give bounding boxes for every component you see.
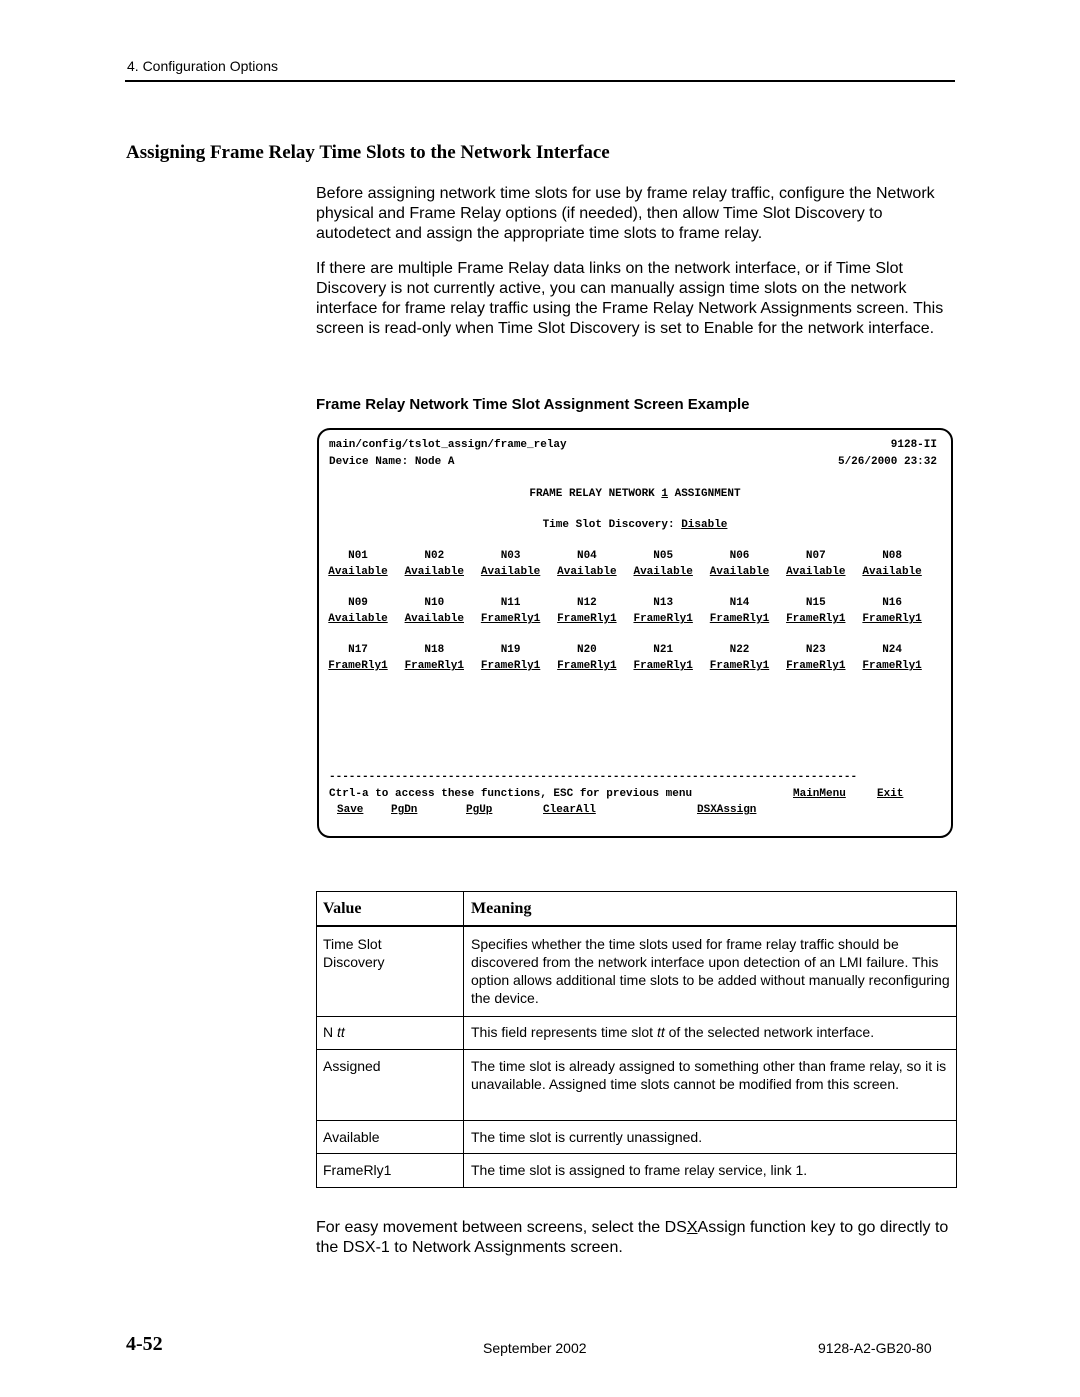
time-slot-value[interactable]: Available: [862, 566, 922, 578]
time-slot-label: N07: [805, 550, 826, 562]
time-slot-value[interactable]: FrameRly1: [480, 660, 541, 672]
clearall-key[interactable]: ClearAll: [543, 804, 596, 816]
table-header-value: Value: [323, 900, 362, 917]
time-slot-value[interactable]: Available: [404, 566, 464, 578]
time-slot-label: N17: [348, 644, 368, 656]
time-slot-label: N05: [653, 550, 674, 562]
table-row-value: Time Slot Discovery: [323, 936, 385, 970]
time-slot-label: N03: [500, 550, 521, 562]
time-slot-label: N15: [805, 597, 826, 609]
paragraph-intro: Before assigning network time slots for use by frame relay traffic, configure the Network physical and Frame Relay options (if needed), then allow Time Slot Discovery to autodetect and assign the appropriate time slots to frame relay.: [316, 185, 935, 242]
time-slot-value[interactable]: Available: [328, 566, 388, 578]
time-slot-label: N13: [653, 597, 674, 609]
time-slot-label: N18: [424, 644, 445, 656]
table-row-rule: [317, 1120, 956, 1121]
time-slot-label: N06: [729, 550, 750, 562]
table-row-rule: [317, 1049, 956, 1050]
time-slot-value[interactable]: Available: [480, 566, 541, 578]
time-slot-label: N21: [653, 644, 674, 656]
table-row-value: Assigned: [323, 1058, 381, 1074]
time-slot-label: N24: [882, 644, 902, 656]
time-slot-label: N11: [500, 597, 521, 609]
time-slot-label: N22: [729, 644, 750, 656]
time-slot-label: N04: [576, 550, 597, 562]
table-column-divider: [463, 892, 464, 1187]
discovery-line: [319, 519, 951, 531]
time-slot-label: N19: [500, 644, 521, 656]
table-row-meaning: The time slot is already assigned to something other than frame relay, so it is unavailable. Assigned time slots cannot be modified from this screen.: [471, 1058, 947, 1092]
table-row-meaning: The time slot is assigned to frame relay service, link 1.: [471, 1162, 808, 1178]
time-slot-label: N16: [882, 597, 902, 609]
table-row-meaning: The time slot is currently unassigned.: [471, 1129, 703, 1145]
time-slot-label: N20: [576, 644, 597, 656]
time-slot-value[interactable]: FrameRly1: [709, 613, 770, 625]
running-header: 4. Configuration Options: [127, 58, 278, 74]
screen-heading-text: FRAME RELAY NETWORK 1 ASSIGNMENT: [529, 488, 741, 500]
header-rule: [125, 80, 955, 82]
table-row-meaning: [471, 1023, 951, 1041]
time-slot-value[interactable]: Available: [328, 613, 388, 625]
table-row-value: Available: [323, 1129, 380, 1145]
paragraph-dsxassign-text: For easy movement between screens, select the DSXAssign function key to go directly to the DSX-1 to Network Assignments screen.: [316, 1219, 949, 1256]
pgup-key[interactable]: PgUp: [466, 804, 493, 816]
terminal-screen: [317, 428, 953, 838]
time-slot-value[interactable]: FrameRly1: [786, 613, 846, 625]
screen-heading: [319, 488, 951, 500]
time-slot-value[interactable]: FrameRly1: [633, 660, 693, 672]
discovery-value[interactable]: Disable: [681, 519, 728, 531]
table-row-value: FrameRly1: [323, 1162, 392, 1178]
time-slot-value[interactable]: FrameRly1: [557, 660, 617, 672]
screen-help-text: Ctrl-a to access these functions, ESC for previous menu: [329, 788, 693, 800]
time-slot-label: N09: [348, 597, 368, 609]
time-slot-value[interactable]: FrameRly1: [709, 660, 770, 672]
screen-device-name: Device Name: Node A: [329, 456, 455, 468]
time-slot-value[interactable]: FrameRly1: [786, 660, 846, 672]
footer-date: September 2002: [483, 1340, 587, 1356]
save-key[interactable]: Save: [337, 804, 364, 816]
time-slot-label: N12: [576, 597, 597, 609]
time-slot-value[interactable]: FrameRly1: [862, 613, 922, 625]
page-number: 4-52: [126, 1333, 163, 1355]
time-slot-label: N08: [882, 550, 902, 562]
time-slot-value[interactable]: FrameRly1: [557, 613, 617, 625]
discovery-label: Time Slot Discovery:: [542, 519, 675, 531]
screen-datetime: 5/26/2000 23:32: [837, 456, 937, 468]
value-meaning-table: [316, 891, 957, 1188]
pgdn-key[interactable]: PgDn: [391, 804, 418, 816]
table-row-value: [323, 1023, 457, 1041]
table-row-value-nt: N tt: [323, 1024, 345, 1040]
screen-model: 9128-II: [890, 439, 937, 451]
time-slot-label: N14: [729, 597, 750, 609]
time-slot-value[interactable]: Available: [633, 566, 693, 578]
time-slot-label: N02: [424, 550, 445, 562]
time-slot-label: N01: [348, 550, 368, 562]
screen-separator: --------------------------------------------------------------------------------: [329, 771, 858, 783]
time-slot-value[interactable]: FrameRly1: [328, 660, 388, 672]
table-row-rule: [317, 1153, 956, 1154]
table-row-meaning: Specifies whether the time slots used for frame relay traffic should be discovered from the network interface upon detection of an LMI failure. This option allows additional time slots to be added without manually reconfiguring the device.: [471, 936, 950, 1006]
paragraph-dsxassign: [316, 1218, 956, 1258]
time-slot-value[interactable]: FrameRly1: [480, 613, 541, 625]
dsxassign-key[interactable]: DSXAssign: [697, 804, 757, 816]
mainmenu-key[interactable]: MainMenu: [793, 788, 846, 800]
time-slot-value[interactable]: Available: [557, 566, 617, 578]
table-header-rule: [317, 925, 956, 927]
time-slot-label: N10: [424, 597, 445, 609]
time-slot-value[interactable]: Available: [404, 613, 464, 625]
footer-doc-number: 9128-A2-GB20-80: [818, 1340, 932, 1356]
time-slot-value[interactable]: Available: [786, 566, 846, 578]
section-title: Assigning Frame Relay Time Slots to the Network Interface: [126, 142, 610, 163]
screen-path: main/config/tslot_assign/frame_relay: [329, 439, 567, 451]
exit-key[interactable]: Exit: [877, 788, 904, 800]
paragraph-manual-assign: If there are multiple Frame Relay data links on the network interface, or if Time Slot Discovery is not currently active, you can manually assign time slots on the network interface for frame relay traffic using the Frame Relay Network Assignments screen. This screen is read-only when Time Slot Discovery is set to Enable for the network interface.: [316, 260, 944, 337]
table-header-meaning: Meaning: [471, 900, 532, 917]
time-slot-label: N23: [805, 644, 826, 656]
screen-example-heading: Frame Relay Network Time Slot Assignment Screen Example: [316, 396, 750, 413]
time-slot-value[interactable]: Available: [709, 566, 770, 578]
table-row-meaning-nt: This field represents time slot tt of the selected network interface.: [471, 1024, 875, 1040]
time-slot-value[interactable]: FrameRly1: [862, 660, 922, 672]
table-row-rule: [317, 1016, 956, 1017]
time-slot-value[interactable]: FrameRly1: [404, 660, 464, 672]
time-slot-value[interactable]: FrameRly1: [633, 613, 693, 625]
